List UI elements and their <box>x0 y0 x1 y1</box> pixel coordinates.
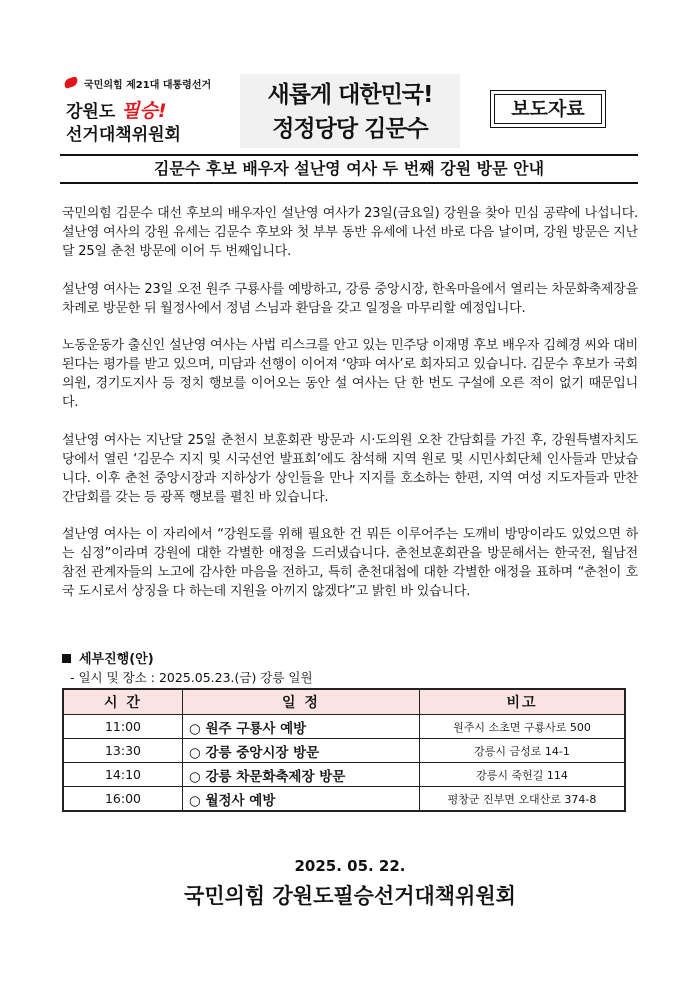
slogan-line-1: 새롭게 대한민국! <box>267 82 433 108</box>
header <box>0 0 700 160</box>
row-note: 강릉시 죽헌길 114 <box>420 763 626 787</box>
logo-election-label: 국민의힘 제21대 대통령선거 <box>84 80 212 91</box>
paragraph-3: 노동운동가 출신인 설난영 여사는 사법 리스크를 안고 있는 민주당 이재명 후보 배우자 김혜경 씨와 대비된다는 평가를 받고 있으며, 미담과 선행이 이어져 ‘양파 여사’로 회자되고 있습니다. 김문수 후보가 국회의원, 경기도지사 등 정치 행보를 이어오는 동안 설 여사는 단 한 번도 구설에 오른 적이 없기 때문입니다. <box>62 338 638 410</box>
party-logo-icon <box>63 76 79 89</box>
paragraph-1: 국민의힘 김문수 대선 후보의 배우자인 설난영 여사가 23일(금요일) 강원을 찾아 민심 공략에 나섭니다. 설난영 여사의 강원 유세는 김문수 후보와 첫 부부 동반 유세에 나선 바로 다음 날이며, 강원 방문은 지난달 25일 춘천 방문에 이어 두 번째입니다. <box>62 206 638 259</box>
row-event: ○ 월정사 예방 <box>183 787 420 812</box>
slogan-line-2: 정정당당 김문수 <box>272 116 428 142</box>
table-row <box>63 787 625 812</box>
paragraph-2: 설난영 여사는 23일 오전 원주 구룡사를 예방하고, 강릉 중앙시장, 한옥마을에서 열리는 차문화축제장을 차례로 방문한 뒤 월정사에서 정념 스님과 환담을 갖고 일정을 마무리할 예정입니다. <box>62 281 638 316</box>
row-note: 평창군 진부면 오대산로 374-8 <box>420 787 626 812</box>
logo-region: 강원도 <box>66 102 116 122</box>
square-bullet-icon <box>62 654 71 663</box>
col-event: 일 정 <box>183 689 420 715</box>
schedule-heading-label: 세부진행(안) <box>79 652 154 667</box>
row-event: ○ 강릉 차문화축제장 방문 <box>183 763 420 787</box>
col-time: 시 간 <box>63 689 183 715</box>
row-note: 강릉시 금성로 14-1 <box>420 739 626 763</box>
row-event: ○ 원주 구룡사 예방 <box>183 715 420 739</box>
row-time: 13:30 <box>63 739 183 763</box>
schedule-table <box>62 688 626 812</box>
press-release-label: 보도자료 <box>494 94 602 124</box>
row-event: ○ 강릉 중앙시장 방문 <box>183 739 420 763</box>
slogan-banner <box>240 74 460 148</box>
row-time: 11:00 <box>63 715 183 739</box>
logo-committee: 선거대책위원회 <box>66 125 181 145</box>
logo-win: 필승! <box>121 100 167 122</box>
paragraph-5: 설난영 여사는 이 자리에서 “강원도를 위해 필요한 건 뭐든 이루어주는 도깨비 방망이라도 있었으면 하는 심정”이라며 강원에 대한 각별한 애정을 드러냈습니다. 춘천보훈회관을 방문해서는 한국전, 월남전 참전 관계자들의 노고에 감사한 마음을 전하고, 특히 춘천대첩에 대한 각별한 애정을 표하며 “춘천이 호국 도시로서 상징을 다 하는데 지원을 아끼지 않겠다”고 밝힌 바 있습니다. <box>62 527 638 599</box>
schedule-heading <box>62 648 154 667</box>
body-text <box>62 204 638 620</box>
paragraph-4: 설난영 여사는 지난달 25일 춘천시 보훈회관 방문과 시·도의원 오찬 간담회를 가진 후, 강원특별자치도당에서 열린 ‘김문수 지지 및 시국선언 발표회’에도 참석해 지역 원로 및 시민사회단체 인사들과 만났습니다. 이후 춘천 중앙시장과 지하상가 상인들을 만나 지지를 호소하는 한편, 지역 여성 지도자들과 만찬 간담회를 갖는 등 광폭 행보를 펼친 바 있습니다. <box>62 432 638 505</box>
table-row <box>63 739 625 763</box>
row-time: 14:10 <box>63 763 183 787</box>
logo-region-line <box>66 96 167 123</box>
issuing-organization: 국민의힘 강원도필승선거대책위원회 <box>184 884 516 908</box>
campaign-logo <box>64 76 234 146</box>
col-note: 비고 <box>420 689 626 715</box>
document-title: 김문수 후보 배우자 설난영 여사 두 번째 강원 방문 안내 <box>60 154 638 184</box>
table-row <box>63 715 625 739</box>
release-date: 2025. 05. 22. <box>294 857 406 875</box>
schedule-table-header <box>63 689 625 715</box>
row-time: 16:00 <box>63 787 183 812</box>
row-note: 원주시 소초면 구룡사로 500 <box>420 715 626 739</box>
schedule-subheading: - 일시 및 장소 : 2025.05.23.(금) 강릉 일원 <box>70 670 313 685</box>
press-release-badge <box>490 90 606 128</box>
table-row <box>63 763 625 787</box>
